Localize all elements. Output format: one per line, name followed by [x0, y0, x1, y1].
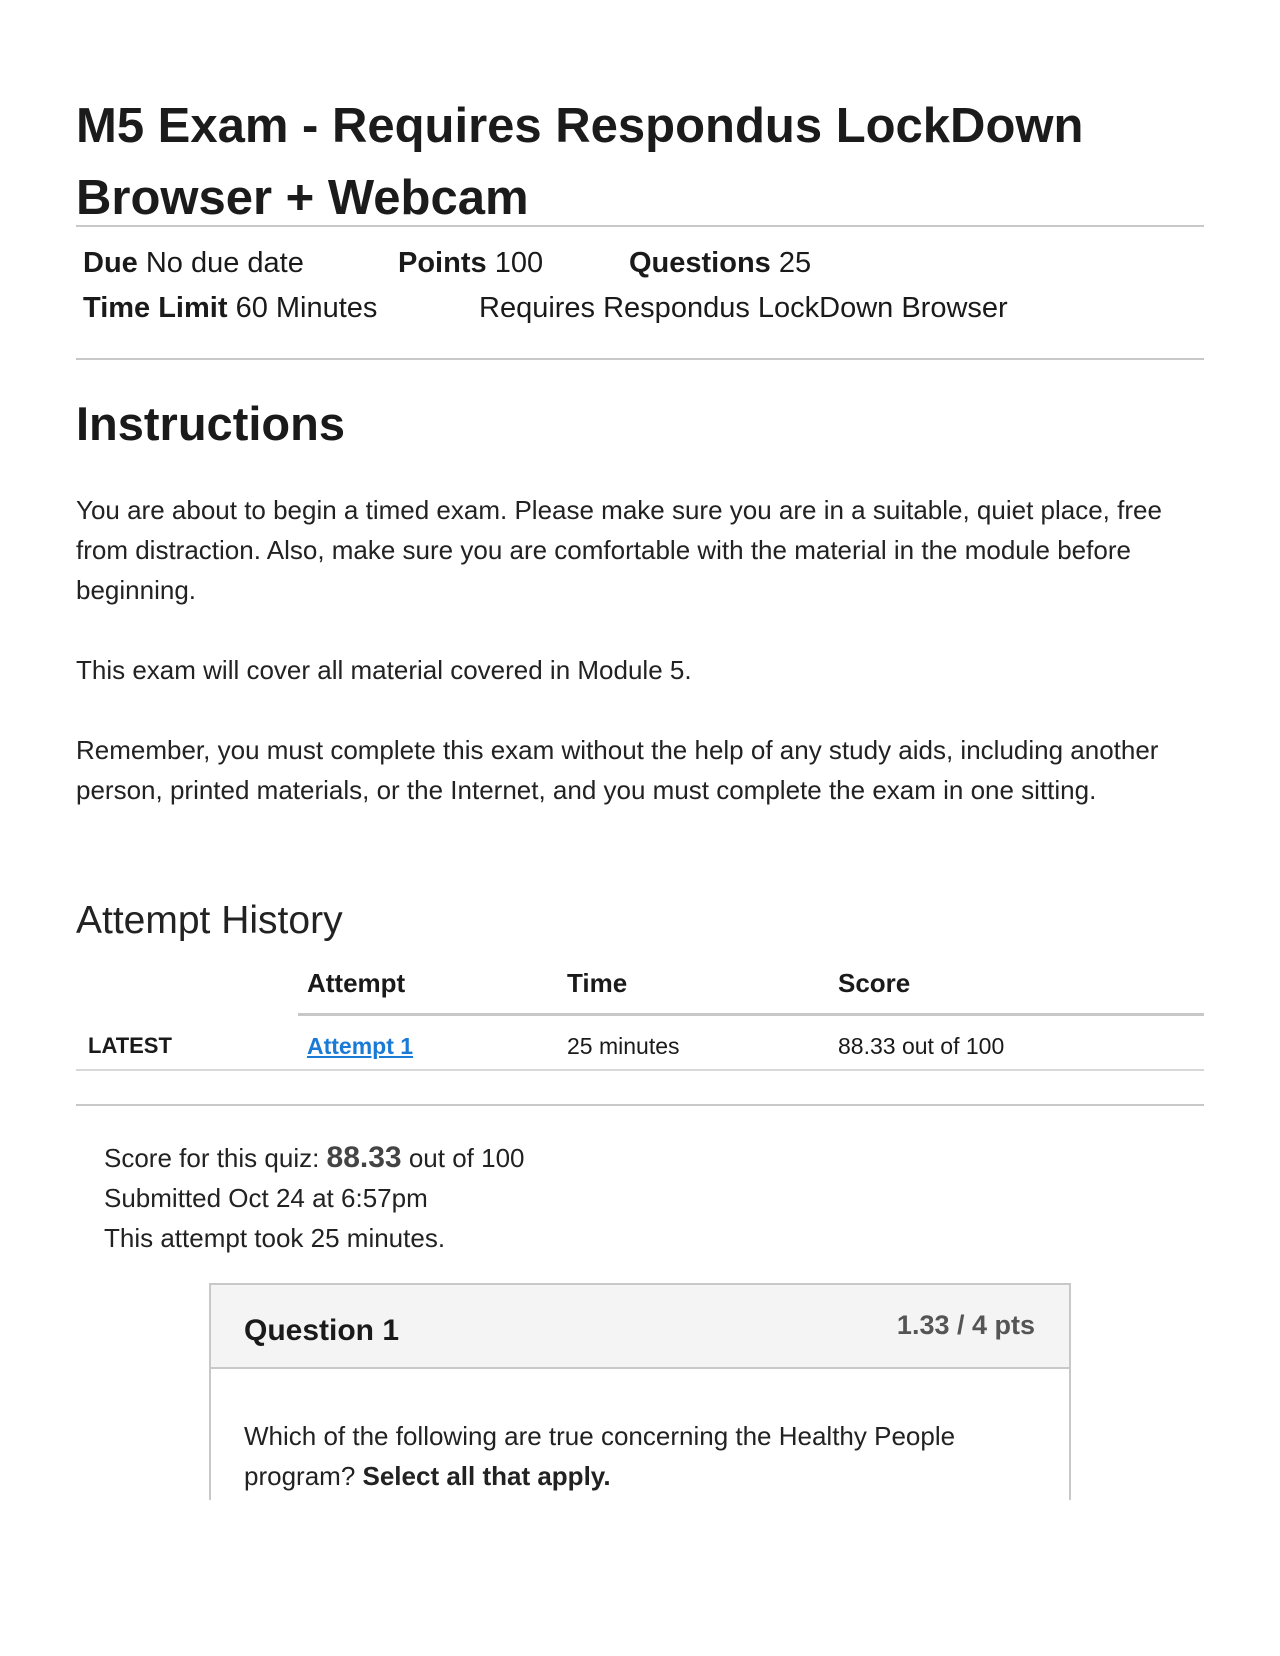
- question-card: [209, 1283, 1071, 1500]
- meta-questions-value: 25: [778, 247, 812, 279]
- question-points: 1.33 / 4 pts: [896, 1310, 1035, 1340]
- score-cell: 88.33 out of 100: [838, 1033, 1005, 1059]
- quiz-result-summary: [104, 1138, 525, 1258]
- question-instruction: Select all that apply.: [362, 1461, 611, 1491]
- attempt-1-link[interactable]: Attempt 1: [307, 1033, 414, 1059]
- divider: [76, 225, 1204, 227]
- table-header-divider: [298, 1013, 1204, 1016]
- meta-time-limit-value: 60 Minutes: [235, 292, 378, 324]
- time-cell: 25 minutes: [567, 1033, 680, 1059]
- meta-time-limit-label: Time Limit: [83, 292, 228, 324]
- attempt-history-heading: Attempt History: [76, 899, 343, 942]
- question-title: Question 1: [244, 1314, 400, 1347]
- quiz-title: M5 Exam - Requires Respondus LockDown Browser + Webcam: [76, 99, 1084, 225]
- duration-line: This attempt took 25 minutes.: [104, 1223, 446, 1253]
- score-value: 88.33: [326, 1141, 402, 1174]
- question-prompt: Which of the following are true concerning the Healthy People program?: [244, 1421, 956, 1491]
- meta-lockdown-note: Requires Respondus LockDown Browser: [479, 292, 1008, 324]
- question-text: [244, 1416, 1034, 1496]
- divider: [76, 358, 1204, 360]
- divider: [76, 1104, 1204, 1106]
- instructions-paragraph-1: You are about to begin a timed exam. Please make sure you are in a suitable, quiet place, free from distraction. Also, make sure you are comfortable with the material in the module before beginning.: [76, 495, 1162, 605]
- column-header-time: Time: [567, 968, 628, 998]
- meta-due: [83, 245, 304, 281]
- table-row-divider: [76, 1069, 1204, 1071]
- quiz-score-line: [104, 1138, 525, 1178]
- column-header-score: Score: [838, 968, 911, 998]
- meta-questions: [629, 245, 811, 281]
- meta-points-label: Points: [398, 247, 487, 279]
- instructions-paragraph-3: Remember, you must complete this exam without the help of any study aids, including another person, printed materials, or the Internet, and you must complete the exam in one sitting.: [76, 735, 1159, 805]
- column-header-attempt: Attempt: [307, 968, 406, 998]
- meta-points-value: 100: [494, 247, 544, 279]
- instructions-heading: Instructions: [76, 397, 345, 450]
- meta-time-limit: [83, 290, 377, 326]
- meta-due-label: Due: [83, 247, 138, 279]
- latest-badge: LATEST: [88, 1033, 172, 1058]
- meta-questions-label: Questions: [629, 247, 771, 279]
- score-prefix: Score for this quiz:: [104, 1143, 327, 1173]
- attempt-cell: [307, 1029, 413, 1063]
- meta-points: [398, 245, 543, 281]
- instructions-paragraph-2: This exam will cover all material covered in Module 5.: [76, 655, 692, 685]
- meta-due-value: No due date: [145, 247, 304, 279]
- question-header: [211, 1285, 1069, 1369]
- score-suffix: out of 100: [401, 1143, 525, 1173]
- submitted-line: Submitted Oct 24 at 6:57pm: [104, 1183, 428, 1213]
